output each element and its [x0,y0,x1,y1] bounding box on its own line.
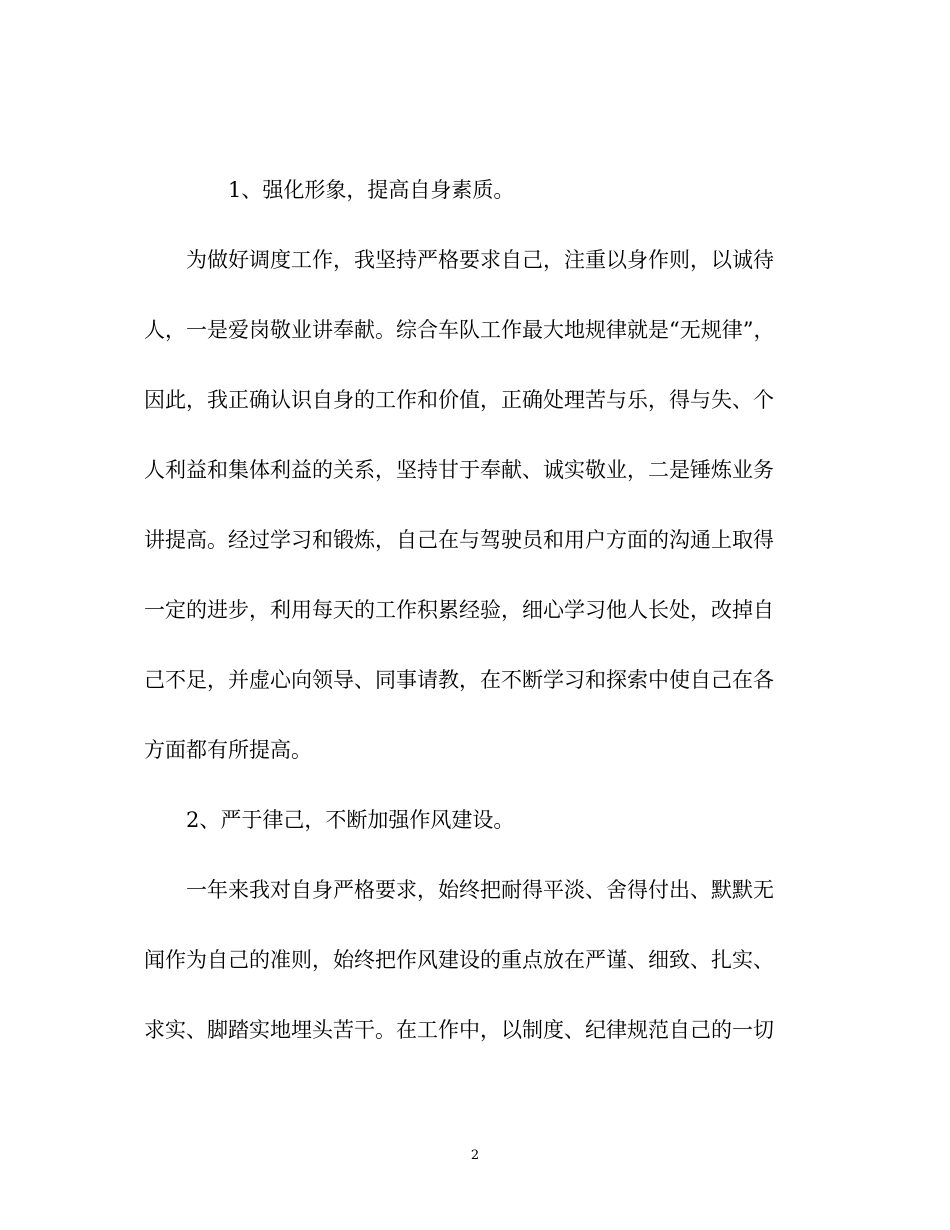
paragraph-1-line-7: 己不足，并虚心向领导、同事请教，在不断学习和探索中使自己在各 [144,668,774,692]
page-number: 2 [470,1148,480,1163]
paragraph-1-line-8: 方面都有所提高。 [144,738,312,762]
paragraph-1-line-3: 因此，我正确认识自身的工作和价值，正确处理苦与乐，得与失、个 [144,388,774,412]
paragraph-2-line-2: 闻作为自己的准则，始终把作风建设的重点放在严谨、细致、扎实、 [144,948,774,972]
paragraph-2-line-3: 求实、脚踏实地埋头苦干。在工作中，以制度、纪律规范自己的一切 [144,1018,774,1042]
paragraph-1-line-5: 讲提高。经过学习和锻炼，自己在与驾驶员和用户方面的沟通上取得 [144,528,774,552]
heading-1: 1、强化形象，提高自身素质。 [228,178,515,202]
paragraph-1-line-4: 人利益和集体利益的关系，坚持甘于奉献、诚实敬业，二是锤炼业务 [144,458,774,482]
paragraph-2-line-1: 一年来我对自身严格要求，始终把耐得平淡、舍得付出、默默无 [186,878,774,902]
paragraph-1-line-1: 为做好调度工作，我坚持严格要求自己，注重以身作则，以诚待 [186,248,774,272]
paragraph-1-line-2: 人，一是爱岗敬业讲奉献。综合车队工作最大地规律就是“无规律”， [144,318,775,342]
heading-2: 2、严于律己，不断加强作风建设。 [186,808,515,832]
paragraph-1-line-6: 一定的进步，利用每天的工作积累经验，细心学习他人长处，改掉自 [144,598,774,622]
